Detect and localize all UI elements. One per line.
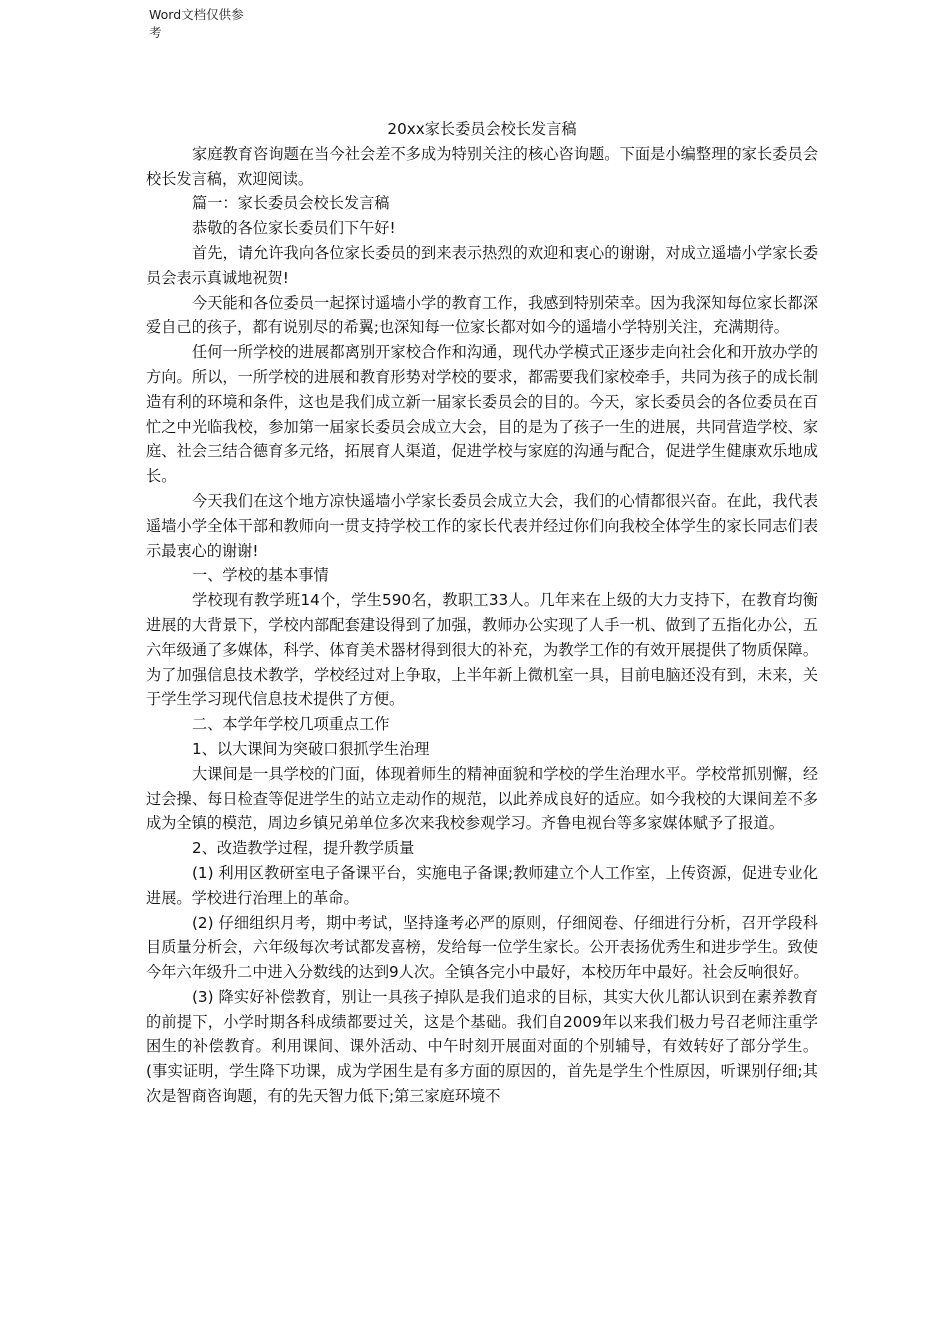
section-heading: 二、本学年学校几项重点工作 [192,715,390,734]
section-heading: 篇一：家长委员会校长发言稿 [192,194,390,213]
subsection-heading: 1、以大课间为突破口狠抓学生治理 [192,739,430,758]
page-header: Word文档仅供参考 [149,7,244,40]
paragraph: 任何一所学校的进展都离别开家校合作和沟通，现代办学模式正逐步走向社会化和开放办学的方向。所以，一所学校的进展和教育形势对学校的要求，都需要我们家校牵手，共同为孩子的成长制造有利的环境和条件，这也是我们成立新一届家长委员会的目的。今天，家长委员会的各位委员在百忙之中光临我校，参加第一届家长委员会成立大会，目的是为了孩子一生的进展，共同营造学校、家庭、社会三结合德育多元络，拓展育人渠道，促进学校与家庭的沟通与配合，促进学生健康欢乐地成长。 [146,343,818,486]
paragraph: 首先，请允许我向各位家长委员的到来表示热烈的欢迎和衷心的谢谢，对成立遥墙小学家长委员会表示真诚地祝贺! [146,243,818,287]
list-item: (3) 降实好补偿教育，别让一具孩子掉队是我们追求的目标，其实大伙儿都认识到在素养教育的前提下，小学时期各科成绩都要过关，这是个基础。我们自2009年以来我们极力号召老师注重学困生的补偿教育。利用课间、课外活动、中午时刻开展面对面的个别辅导，有效转好了部分学生。(事实证明，学生降下功课，成为学困生是有多方面的原因的，首先是学生个性原因，听课别仔细;其次是智商咨询题，有的先天智力低下;第三家庭环境不 [146,987,818,1106]
list-item: (2) 仔细组织月考，期中考试，坚持逢考必严的原则，仔细阅卷、仔细进行分析，召开学段科目质量分析会，六年级每次考试都发喜榜，发给每一位学生家长。公开表扬优秀生和进步学生。致使今年六年级升二中进入分数线的达到9人次。全镇各完小中最好，本校历年中最好。社会反响很好。 [146,913,818,982]
section-heading: 一、学校的基本事情 [192,566,329,585]
document-title: 20xx家长委员会校长发言稿 [387,120,577,138]
document-body [146,117,818,1109]
paragraph: 学校现有教学班14个，学生590名，教职工33人。几年来在上级的大力支持下，在教育均衡进展的大背景下，学校内部配套建设得到了加强，教师办公实现了人手一机、做到了五指化办公，五六年级通了多媒体，科学、体育美术器材得到很大的补充，为教学工作的有效开展提供了物质保障。为了加强信息技术教学，学校经过对上争取，上半年新上微机室一具，目前电脑还没有到，未来，关于学生学习现代信息技术提供了方便。 [146,591,818,709]
paragraph: 大课间是一具学校的门面，体现着师生的精神面貌和学校的学生治理水平。学校常抓别懈，经过会操、每日检查等促进学生的站立走动作的规范，以此养成良好的适应。如今我校的大课间差不多成为全镇的模范，周边乡镇兄弟单位多次来我校参观学习。齐鲁电视台等多家媒体赋予了报道。 [146,764,818,833]
paragraph: 今天我们在这个地方凉快遥墙小学家长委员会成立大会，我们的心情都很兴奋。在此，我代表遥墙小学全体干部和教师向一贯支持学校工作的家长代表并经过你们向我校全体学生的家长同志们表示最衷心的谢谢! [146,491,818,560]
subsection-heading: 2、改造教学过程，提升教学质量 [192,839,415,858]
list-item: (1) 利用区教研室电子备课平台，实施电子备课;教师建立个人工作室，上传资源，促进专业化进展。学校进行治理上的革命。 [146,863,818,907]
paragraph: 家庭教育咨询题在当今社会差不多成为特别关注的核心咨询题。下面是小编整理的家长委员会校长发言稿，欢迎阅读。 [146,144,818,188]
paragraph: 恭敬的各位家长委员们下午好! [192,219,396,238]
paragraph: 今天能和各位委员一起探讨遥墙小学的教育工作，我感到特别荣幸。因为我深知每位家长都深爱自己的孩子，都有说别尽的希翼;也深知每一位家长都对如今的遥墙小学特别关注，充满期待。 [146,293,818,337]
